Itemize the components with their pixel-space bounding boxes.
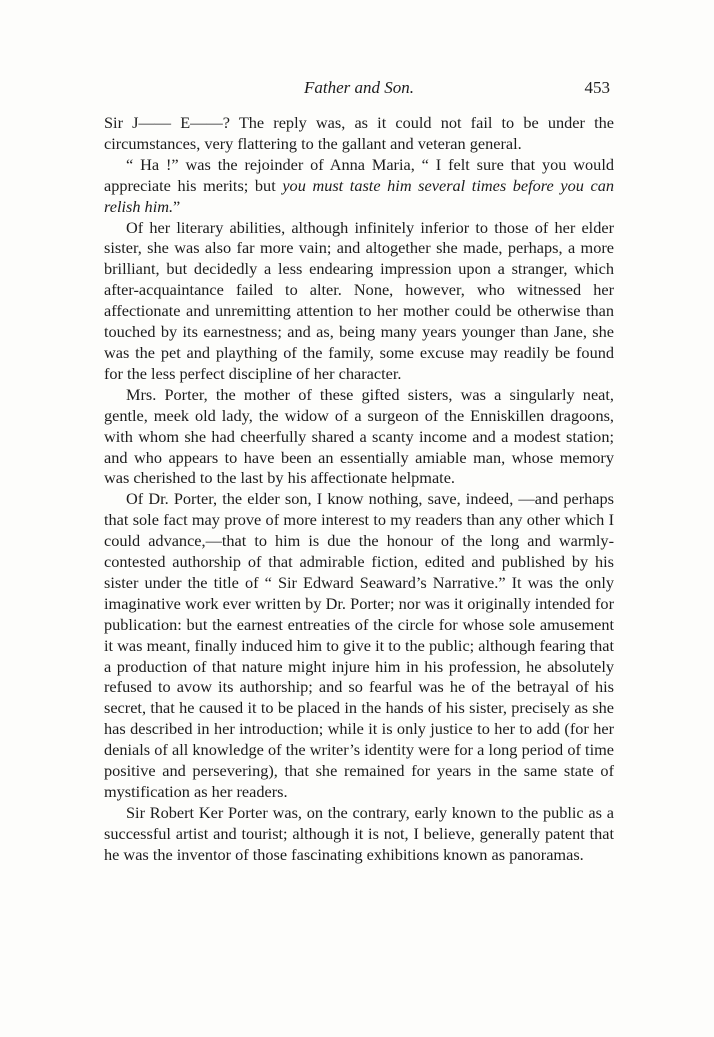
body-text bbox=[104, 113, 614, 866]
paragraph-text: “ Ha !” was the rejoinder of Anna Maria, “ I felt sure that you would appreciate his merits; but bbox=[104, 154, 614, 195]
paragraph-text: Sir Robert Ker Porter was, on the contrary, early known to the public as a successful artist and tourist; although it is not, I believe, generally patent that he was the inventor of those fascinating exhibitions known as panoramas. bbox=[104, 802, 614, 864]
page-number: 453 bbox=[584, 78, 610, 97]
running-title: Father and Son. bbox=[303, 78, 415, 97]
paragraph bbox=[104, 803, 614, 866]
paragraph-text: Sir J—— E——? The reply was, as it could not fail to be under the circumstances, very flattering to the gallant and veteran general. bbox=[104, 113, 614, 153]
paragraph-text: Mrs. Porter, the mother of these gifted sisters, was a singularly neat, gentle, meek old lady, the widow of a surgeon of the Enniskillen dragoons, with whom she had cheerfully shared a scanty income and a modest station; and who appears to have been an essentially amiable man, whose memory was cherished to the last by his affectionate helpmate. bbox=[104, 384, 614, 488]
paragraph bbox=[104, 113, 614, 155]
paragraph bbox=[104, 155, 614, 218]
paragraph bbox=[104, 218, 614, 385]
paragraph-italic-text: you must taste him several times before you can relish him. bbox=[104, 175, 614, 216]
paragraph bbox=[104, 385, 614, 490]
paragraph-text: ” bbox=[173, 196, 181, 216]
paragraph-text: Of her literary abilities, although infinitely inferior to those of her elder sister, she was also far more vain; and altogether she made, perhaps, a more brilliant, but decidedly a less endearing impression upon a stranger, which after-acquaintance failed to alter. None, however, who witnessed her affectionate and unremitting attention to her mother could be otherwise than touched by its earnestness; and as, being many years younger than Jane, she was the pet and plaything of the family, some excuse may readily be found for the less perfect discipline of her character. bbox=[104, 217, 614, 383]
paragraph-text: Of Dr. Porter, the elder son, I know nothing, save, indeed, —and perhaps that sole fact may prove of more interest to my readers than any other which I could advance,—that to him is due the honour of the long and warmly-contested authorship of that admirable fiction, edited and published by his sister under the title of “ Sir Edward Seaward’s Narrative.” It was the only imaginative work ever written by Dr. Porter; nor was it originally intended for publication: but the earnest entreaties of the circle for whose sole amusement it was meant, finally induced him to give it to the public; although fearing that a production of that nature might injure him in his profession, he absolutely refused to avow its authorship; and so fearful was he of the betrayal of his secret, that he caused it to be placed in the hands of his sister, precisely as she has described in her introduction; while it is only justice to her to add (for her denials of all knowledge of the writer’s identity were for a long period of time positive and persevering), that she remained for years in the same state of mystification as her readers. bbox=[104, 489, 614, 801]
running-header bbox=[104, 78, 614, 100]
paragraph bbox=[104, 489, 614, 803]
